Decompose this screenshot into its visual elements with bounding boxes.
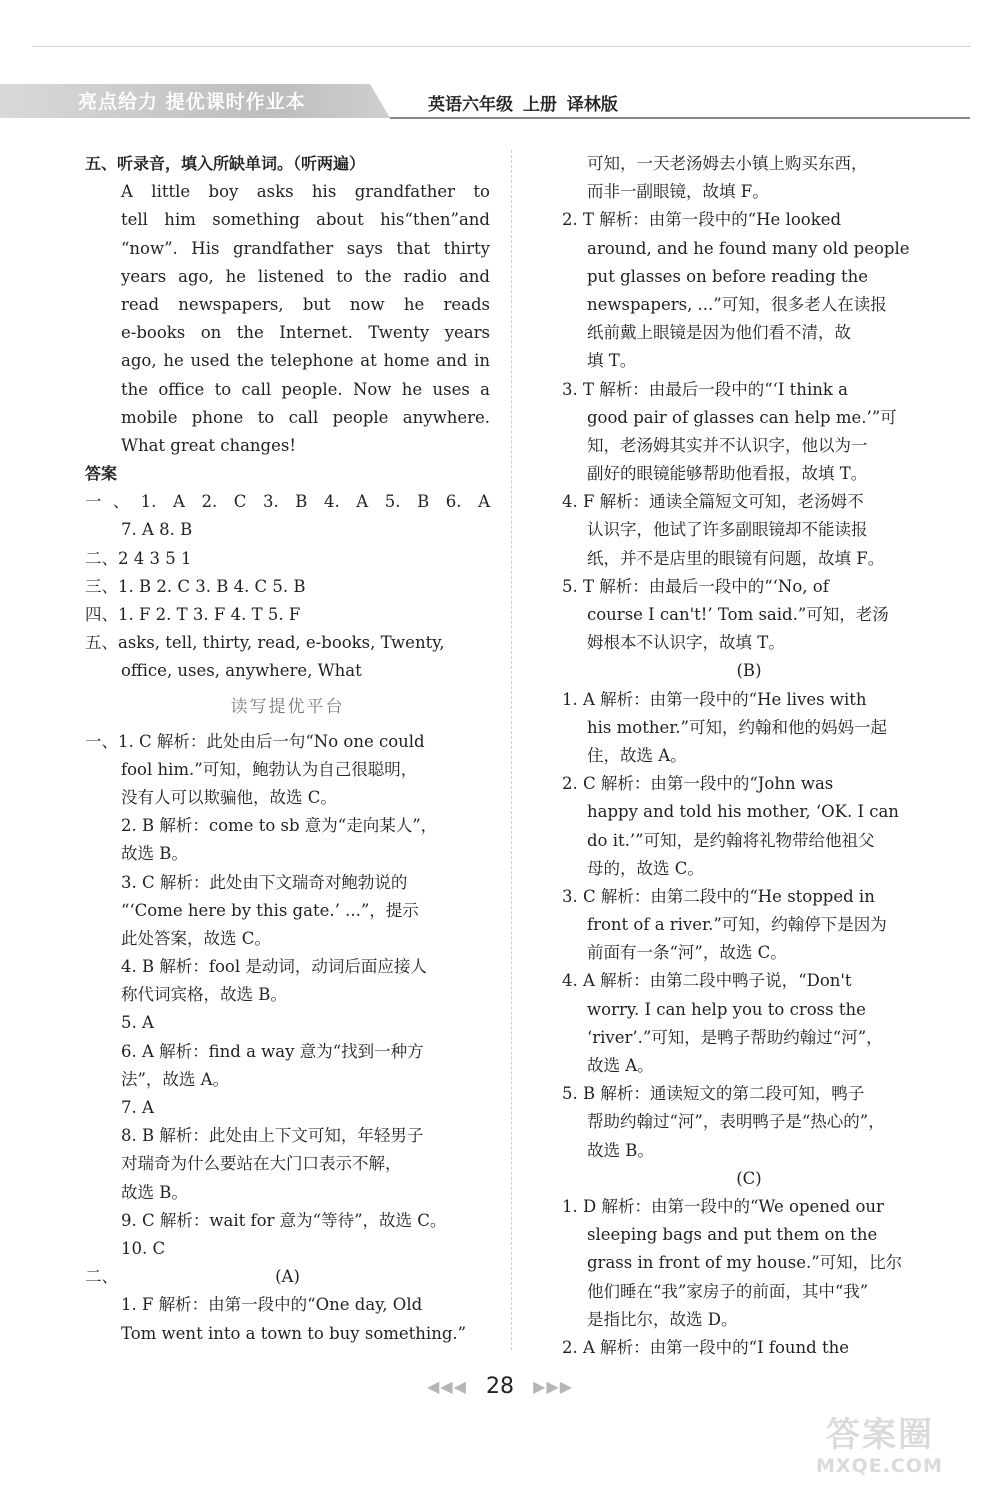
item-line: 纸，并不是店里的眼镜有问题，故填 F。 bbox=[587, 548, 885, 568]
item-line: 3. C 解析：由第二段中的“He stopped in bbox=[562, 886, 875, 906]
item-line: good pair of glasses can help me.’”可 bbox=[587, 407, 897, 427]
prev-arrows-icon: ◀◀◀ bbox=[426, 1377, 467, 1396]
item-line: his mother.”可知，约翰和他的妈妈一起 bbox=[587, 717, 887, 737]
item-line: 副好的眼镜能够帮助他看报，故填 T。 bbox=[587, 464, 868, 484]
item-line: 是指比尔，故选 D。 bbox=[587, 1309, 738, 1329]
item-line: 5. B 解析：通读短文的第二段可知，鸭子 bbox=[562, 1084, 865, 1104]
item-line: sleeping bags and put them on the bbox=[587, 1225, 878, 1245]
item-line: 6. A 解析：find a way 意为“找到一种方 bbox=[121, 1041, 424, 1061]
item-line: happy and told his mother, ‘OK. I can bbox=[587, 802, 899, 822]
passage-line: mobile phone to call people anywhere. bbox=[121, 407, 490, 427]
passage-line: tell him something about his“then”and bbox=[121, 210, 490, 230]
item-line: 知，老汤姆其实并不认识字，他以为一 bbox=[587, 435, 868, 455]
subsection-b: (B) bbox=[736, 661, 762, 681]
subsection-c: (C) bbox=[736, 1168, 762, 1188]
item-line: grass in front of my house.”可知，比尔 bbox=[587, 1253, 903, 1273]
item-line: 5. A bbox=[121, 1013, 154, 1033]
item-line: 故选 B。 bbox=[587, 1140, 654, 1160]
column-divider bbox=[511, 150, 512, 1350]
passage-line: the office to call people. Now he uses a bbox=[121, 379, 490, 399]
page-footer bbox=[0, 1374, 1000, 1399]
item-line: 没有人可以欺骗他，故选 C。 bbox=[121, 787, 337, 807]
item-line: newspapers, ...”可知，很多老人在读报 bbox=[587, 294, 887, 314]
watermark bbox=[806, 1403, 986, 1483]
item-line: 而非一副眼镜，故填 F。 bbox=[587, 182, 769, 202]
subject-title: 英语六年级 上册 译林版 bbox=[428, 95, 618, 115]
next-arrows-icon: ▶▶▶ bbox=[533, 1377, 574, 1396]
item-line: course I can't!’ Tom said.”可知，老汤 bbox=[587, 605, 889, 624]
item-line: 9. C 解析：wait for 意为“等待”，故选 C。 bbox=[121, 1210, 447, 1230]
item-line: 8. B 解析：此处由上下文可知，年轻男子 bbox=[121, 1126, 424, 1146]
answer-line: 三、1. B 2. C 3. B 4. C 5. B bbox=[85, 576, 306, 596]
right-column bbox=[562, 150, 936, 1362]
platform-title: 读写提优平台 bbox=[230, 696, 345, 717]
answer-line: office, uses, anywhere, What bbox=[121, 661, 362, 681]
passage-line: e-books on the Internet. Twenty years bbox=[121, 323, 490, 343]
item-line: 对瑞奇为什么要站在大门口表示不解， bbox=[121, 1154, 402, 1174]
answer-line: 四、1. F 2. T 3. F 4. T 5. F bbox=[85, 605, 301, 624]
item-line: do it.’”可知，是约翰将礼物带给他祖父 bbox=[587, 830, 875, 850]
passage-line: read newspapers, but now he reads bbox=[121, 294, 490, 314]
item-line: 故选 A。 bbox=[587, 1056, 654, 1075]
item-line: front of a river.”可知，约翰停下是因为 bbox=[587, 915, 887, 935]
item-line: 2. T 解析：由第一段中的“He looked bbox=[562, 210, 842, 230]
section-five-title: 五、听录音，填入所缺单词。（听两遍） bbox=[85, 154, 366, 173]
left-column bbox=[85, 150, 490, 1348]
answer-line: 一、1. A 2. C 3. B 4. A 5. B 6. A bbox=[85, 492, 490, 512]
item-line: 7. A bbox=[121, 1098, 154, 1117]
item-line: ‘river’.”可知，是鸭子帮助约翰过“河”， bbox=[587, 1027, 883, 1047]
item-line: 2. C 解析：由第一段中的“John was bbox=[562, 774, 834, 794]
item-line: 填 T。 bbox=[587, 351, 637, 371]
section-two-label: 二、 bbox=[85, 1267, 118, 1287]
item-line: worry. I can help you to cross the bbox=[587, 999, 866, 1019]
item-line: 帮助约翰过“河”，表明鸭子是“热心的”， bbox=[587, 1112, 885, 1132]
item-line: 姆根本不认识字，故填 T。 bbox=[587, 633, 785, 653]
answer-line: 二、2 4 3 5 1 bbox=[85, 548, 192, 568]
item-line: 可知，一天老汤姆去小镇上购买东西， bbox=[587, 154, 868, 173]
item-line: around, and he found many old people bbox=[587, 238, 910, 258]
item-line: 一、1. C 解析：此处由后一句“No one could bbox=[85, 731, 425, 751]
header-rule bbox=[390, 117, 970, 119]
item-line: 4. F 解析：通读全篇短文可知，老汤姆不 bbox=[562, 492, 864, 512]
item-line: 4. A 解析：由第二段中鸭子说，“Don't bbox=[562, 971, 852, 991]
item-line: 故选 B。 bbox=[121, 1182, 188, 1202]
answer-line: 7. A 8. B bbox=[121, 520, 193, 540]
item-line: 认识字，他试了许多副眼镜却不能读报 bbox=[587, 520, 868, 540]
item-line: 10. C bbox=[121, 1238, 166, 1258]
item-line: 母的，故选 C。 bbox=[587, 858, 704, 878]
item-line: fool him.”可知，鲍勃认为自己很聪明， bbox=[121, 759, 418, 779]
top-rule bbox=[32, 46, 970, 47]
item-line: 5. T 解析：由最后一段中的“‘No, of bbox=[562, 576, 829, 596]
answer-line: 五、asks, tell, thirty, read, e-books, Twenty, bbox=[85, 633, 445, 653]
item-line: 3. T 解析：由最后一段中的“‘I think a bbox=[562, 379, 848, 399]
item-line: 2. A 解析：由第一段中的“I found the bbox=[562, 1337, 849, 1357]
watermark-site: MXQE.COM bbox=[816, 1455, 943, 1477]
item-line: 2. B 解析：come to sb 意为“走向某人”， bbox=[121, 816, 438, 836]
item-line: Tom went into a town to buy something.” bbox=[121, 1323, 467, 1343]
item-line: 法”，故选 A。 bbox=[121, 1069, 230, 1089]
passage-line: A little boy asks his grandfather to bbox=[121, 182, 490, 202]
item-line: 此处答案，故选 C。 bbox=[121, 928, 271, 948]
item-line bbox=[85, 1263, 490, 1291]
item-line: 纸前戴上眼镜是因为他们看不清，故 bbox=[587, 323, 851, 343]
watermark-brand: 答案圈 bbox=[826, 1415, 934, 1455]
item-line: “‘Come here by this gate.’ ...”，提示 bbox=[121, 900, 419, 920]
item-line: 1. F 解析：由第一段中的“One day, Old bbox=[121, 1295, 423, 1315]
item-line: 故选 B。 bbox=[121, 844, 188, 864]
item-line: 1. A 解析：由第一段中的“He lives with bbox=[562, 689, 867, 709]
passage-line: ago, he used the telephone at home and in bbox=[121, 351, 490, 371]
item-line: put glasses on before reading the bbox=[587, 266, 869, 286]
item-line: 4. B 解析：fool 是动词，动词后面应接人 bbox=[121, 957, 427, 977]
item-line: 前面有一条“河”，故选 C。 bbox=[587, 943, 787, 963]
passage-line: “now”. His grandfather says that thirty bbox=[121, 238, 490, 258]
answer-heading: 答案 bbox=[85, 464, 118, 484]
passage-line: What great changes! bbox=[121, 435, 296, 455]
item-line: 称代词宾格，故选 B。 bbox=[121, 985, 287, 1005]
item-line: 住，故选 A。 bbox=[587, 745, 687, 765]
subsection-a: (A) bbox=[275, 1267, 300, 1287]
item-line: 3. C 解析：此处由下文瑞奇对鲍勃说的 bbox=[121, 872, 408, 892]
page-number: 28 bbox=[486, 1374, 514, 1399]
item-line: 他们睡在“我”家房子的前面，其中“我” bbox=[587, 1281, 869, 1301]
item-line: 1. D 解析：由第一段中的“We opened our bbox=[562, 1196, 884, 1216]
page-header bbox=[0, 84, 1000, 124]
book-title: 亮点给力 提优课时作业本 bbox=[78, 91, 306, 113]
passage-line: years ago, he listened to the radio and bbox=[121, 266, 490, 286]
